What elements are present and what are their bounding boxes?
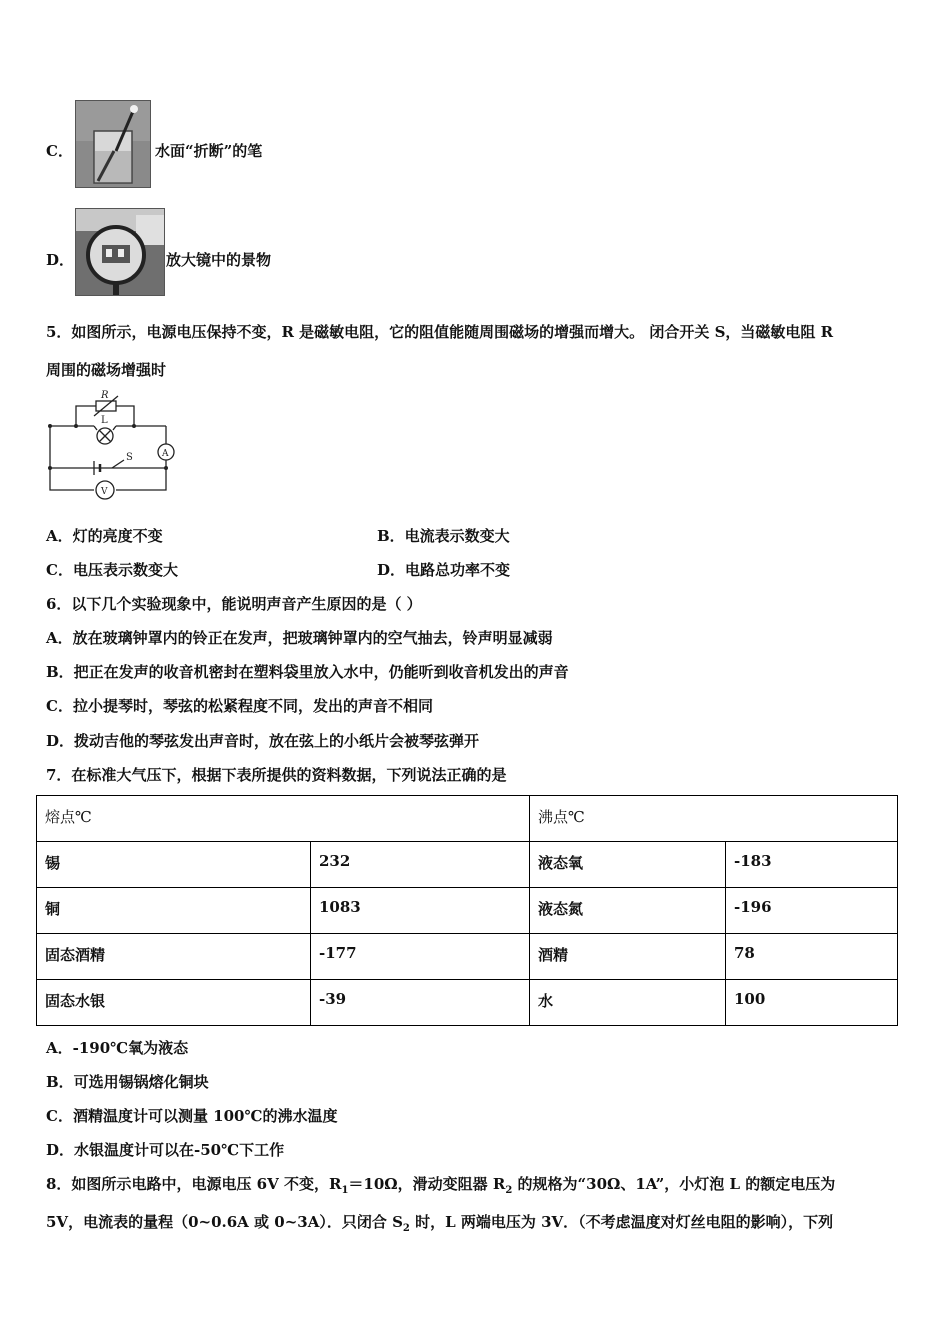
circuit-label-l: L	[101, 415, 108, 426]
table-row	[37, 934, 898, 980]
q7-option-c: C．酒精温度计可以测量 100℃的沸水温度	[46, 1107, 338, 1125]
q4-option-c-caption: 水面“折断”的笔	[155, 142, 263, 160]
circuit-label-r: R	[101, 390, 109, 401]
q8-text: 时，L 两端电压为 3V．（不考虑温度对灯丝电阻的影响），下列	[409, 1213, 834, 1231]
table-cell: -177	[311, 934, 530, 980]
q8-subscript: 2	[505, 1185, 513, 1196]
q8-subscript: 1	[341, 1185, 349, 1196]
table-row	[37, 842, 898, 888]
magnifying-glass-photo	[75, 208, 165, 296]
pencil-in-water-photo	[75, 100, 151, 188]
table-cell: -39	[311, 980, 530, 1026]
q4-option-d-label: D．	[46, 251, 75, 269]
table-cell: 78	[726, 934, 898, 980]
q8-text: 8．如图所示电路中，电源电压 6V 不变，R	[46, 1175, 342, 1193]
q5-stem-line2: 周围的磁场增强时	[46, 361, 167, 379]
q5-option-a: A．灯的亮度不变	[46, 527, 163, 545]
q7-stem: 7．在标准大气压下，根据下表所提供的资料数据，下列说法正确的是	[46, 766, 507, 784]
q5-stem-line1: 5．如图所示，电源电压保持不变，R 是磁敏电阻，它的阻值能随周围磁场的增强而增大。 闭合开关 S，当磁敏电阻 R	[46, 323, 834, 341]
q7-option-d: D．水银温度计可以在-50℃下工作	[46, 1141, 285, 1159]
q7-data-table	[36, 795, 898, 1026]
q5-option-b: B．电流表示数变大	[377, 527, 510, 545]
q8-stem-line2	[46, 1211, 833, 1234]
q8-text: ＝10Ω，滑动变阻器 R	[348, 1175, 506, 1193]
q6-option-a: A．放在玻璃钟罩内的铃正在发声，把玻璃钟罩内的空气抽去，铃声明显减弱	[46, 629, 553, 647]
q8-text: 5V，电流表的量程（0~0.6A 或 0~3A）．只闭合 S	[46, 1213, 403, 1231]
table-cell: -183	[726, 842, 898, 888]
table-cell: 固态酒精	[37, 934, 311, 980]
table-cell: 液态氧	[530, 842, 726, 888]
q6-option-d: D．拨动吉他的琴弦发出声音时，放在弦上的小纸片会被琴弦弹开	[46, 732, 480, 750]
circuit-label-v: V	[101, 487, 108, 497]
q7-option-b: B．可选用锡锅熔化铜块	[46, 1073, 209, 1091]
q5-circuit-diagram	[44, 388, 179, 500]
q8-stem-line1	[46, 1173, 835, 1196]
circuit-label-s: S	[126, 452, 133, 463]
table-cell: 固态水银	[37, 980, 311, 1026]
table-cell: 锡	[37, 842, 311, 888]
q4-option-d-caption: 放大镜中的景物	[166, 251, 272, 269]
table-header-melting: 熔点℃	[37, 796, 530, 842]
q7-option-a: A．-190℃氧为液态	[46, 1039, 189, 1057]
table-cell: 液态氮	[530, 888, 726, 934]
q8-subscript: 2	[402, 1223, 410, 1234]
q8-text: 的规格为“30Ω、1A”，小灯泡 L 的额定电压为	[512, 1175, 836, 1193]
q4-option-c-label: C．	[46, 142, 73, 160]
table-row	[37, 888, 898, 934]
table-cell: 酒精	[530, 934, 726, 980]
circuit-label-a: A	[162, 449, 169, 459]
q6-option-b: B．把正在发声的收音机密封在塑料袋里放入水中，仍能听到收音机发出的声音	[46, 663, 569, 681]
q6-option-c: C．拉小提琴时，琴弦的松紧程度不同，发出的声音不相同	[46, 697, 433, 715]
table-cell: 铜	[37, 888, 311, 934]
q5-option-c: C．电压表示数变大	[46, 561, 178, 579]
table-cell: 水	[530, 980, 726, 1026]
table-cell: 1083	[311, 888, 530, 934]
table-header-boiling: 沸点℃	[530, 796, 898, 842]
table-cell: -196	[726, 888, 898, 934]
table-cell: 100	[726, 980, 898, 1026]
table-row	[37, 980, 898, 1026]
q5-option-d: D．电路总功率不变	[377, 561, 511, 579]
table-cell: 232	[311, 842, 530, 888]
q6-stem: 6．以下几个实验现象中，能说明声音产生原因的是（ ）	[46, 595, 422, 613]
